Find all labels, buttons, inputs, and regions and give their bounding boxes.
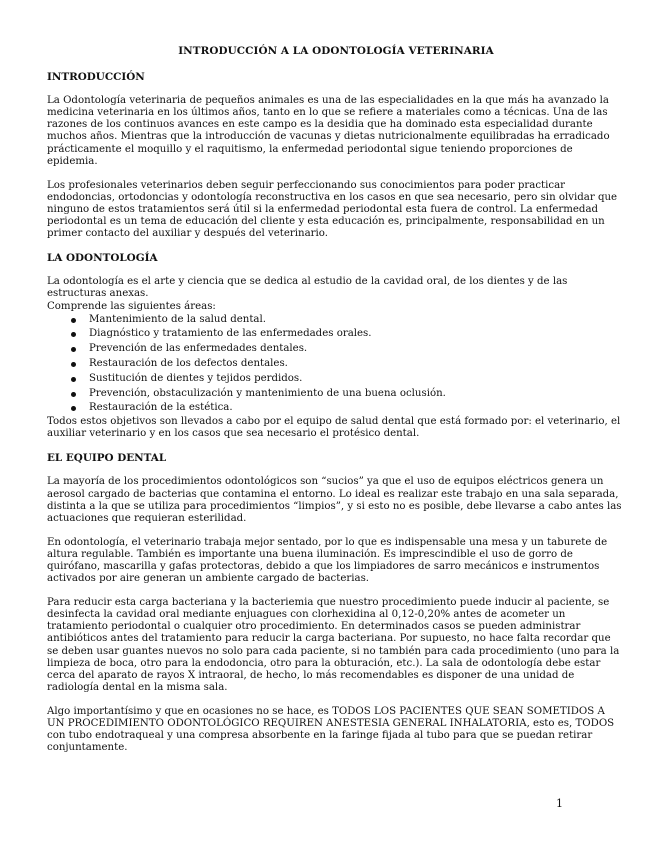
paragraph: En odontología, el veterinario trabaja mejor sentado, por lo que es indispensable una mesa y un taburete de altura regulable. También es importante una buena iluminación. Es imprescindible el uso de gorro de quirófano, mascarilla y gafas protectoras, debido a que los limpiadores de sarro mecánicos e instrumentos activados por aire generan un ambiente cargado de bacterias.	[47, 536, 608, 585]
paragraph: La odontología es el arte y ciencia que se dedica al estudio de la cavidad oral, de los dientes y de las estructuras anexas.	[47, 276, 568, 300]
list-item: Prevención de las enfermedades dentales.	[71, 342, 625, 357]
list-item: Sustitución de dientes y tejidos perdidos.	[71, 372, 625, 387]
areas-list	[47, 313, 625, 417]
paragraph: Algo importantísimo y que en ocasiones no se hace, es TODOS LOS PACIENTES QUE SEAN SOMETIDOS A UN PROCEDIMIENTO ODONTOLÓGICO REQUIREN ANESTESIA GENERAL INHALATORIA, esto es, TODOS con tubo endotraqueal y una compresa absorbente en la faringe fijada al tubo para que se puedan retirar conjuntamente.	[47, 705, 615, 754]
paragraph: La Odontología veterinaria de pequeños animales es una de las especialidades en la que más ha avanzado la medicina veterinaria en los últimos años, tanto en lo que se refiere a materiales como a técnicas. Una de las razones de los continuos avances en este campo es la desidia que ha dominado esta especialidad durante muchos años. Mientras que la introducción de vacunas y dietas nutricionalmente equilibradas ha erradicado prácticamente el moquillo y el raquitismo, la enfermedad periodontal sigue teniendo proporciones de epidemia.	[47, 95, 610, 167]
list-item: Prevención, obstaculización y mantenimiento de una buena oclusión.	[71, 387, 625, 402]
list-item: Restauración de la estética.	[71, 401, 625, 416]
section-heading-odontologia: LA ODONTOLOGÍA	[47, 252, 158, 265]
list-item: Restauración de los defectos dentales.	[71, 357, 625, 372]
paragraph: Todos estos objetivos son llevados a cabo por el equipo de salud dental que está formado por: el veterinario, el auxiliar veterinario y en los casos que sea necesario el protésico dental.	[47, 416, 621, 440]
list-item: Diagnóstico y tratamiento de las enfermedades orales.	[71, 327, 625, 342]
paragraph: La mayoría de los procedimientos odontológicos son “sucios” ya que el uso de equipos eléctricos genera un aerosol cargado de bacterias que contamina el entorno. Lo ideal es realizar este trabajo en una sala separada, distinta a la que se utiliza para procedimientos “limpios”, y si esto no es posible, debe llevarse a cabo antes las actuaciones que requieran esterilidad.	[47, 476, 622, 524]
document-title: INTRODUCCIÓN A LA ODONTOLOGÍA VETERINARIA	[178, 45, 494, 57]
list-lead: Comprende las siguientes áreas:	[47, 300, 216, 312]
page-number: 1	[556, 797, 563, 810]
paragraph: Para reducir esta carga bacteriana y la bacteriemia que nuestro procedimiento puede inducir al paciente, se desinfecta la cavidad oral mediante enjuagues con clorhexidina al 0,12-0,20% antes de acometer un tratamiento periodontal o cualquier otro procedimiento. En determinados casos se pueden administrar antibióticos antes del tratamiento para reducir la carga bacteriana. Por supuesto, no hace falta recordar que se deben usar guantes nuevos no solo para cada paciente, si no también para cada procedimiento (uno para la limpieza de boca, otro para la endodoncia, otro para la obturación, etc.). La sala de odontología debe estar cerca del aparato de rayos X intraoral, de hecho, lo más recomendables es disponer de una unidad de radiología dental en la misma sala.	[47, 597, 620, 693]
section-heading-introduccion: INTRODUCCIÓN	[47, 71, 145, 84]
section-heading-equipo-dental: EL EQUIPO DENTAL	[47, 452, 167, 465]
list-item: Mantenimiento de la salud dental.	[71, 313, 625, 328]
paragraph: Los profesionales veterinarios deben seguir perfeccionando sus conocimientos para poder practicar endodoncias, ortodoncias y odontología reconstructiva en los casos en que sea necesario, pero sin olvidar que ninguno de estos tratamientos será útil si la enfermedad periodontal esta fuera de control. La enfermedad periodontal es un tema de educación del cliente y esta educación es, principalmente, responsabilidad en un primer contacto del auxiliar y después del veterinario.	[47, 179, 618, 240]
